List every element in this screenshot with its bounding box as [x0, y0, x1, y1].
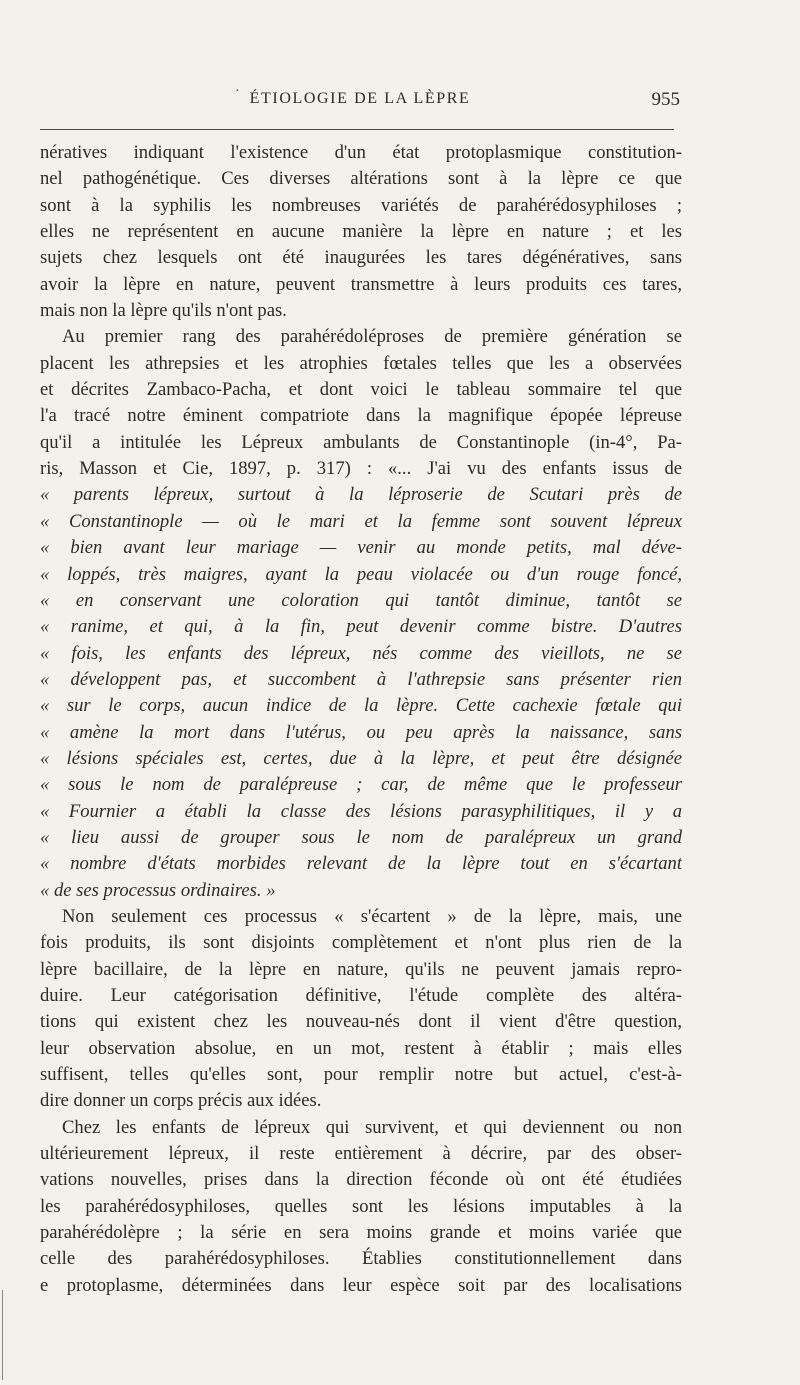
text-line: nératives indiquant l'existence d'un état protoplasmique constitution-	[40, 142, 682, 163]
text-line: les parahérédosyphiloses, quelles sont les lésions imputables à la	[40, 1195, 682, 1217]
page-number: 955	[651, 89, 680, 110]
quote-line: « Fournier a établi la classe des lésions parasyphilitiques, il y a	[40, 800, 682, 822]
text-line: mais non la lèpre qu'ils n'ont pas.	[40, 300, 287, 322]
quote-line: « fois, les enfants des lépreux, nés comme des vieillots, ne se	[40, 642, 682, 664]
text-line: leur observation absolue, en un mot, restent à établir ; mais elles	[40, 1037, 682, 1059]
running-title: ÉTIOLOGIE DE LA LÈPRE	[249, 90, 471, 107]
text-line: tions qui existent chez les nouveau-nés dont il vient d'être question,	[40, 1011, 682, 1033]
text-line: dire donner un corps précis aux idées.	[40, 1090, 322, 1112]
text-line: lèpre bacillaire, de la lèpre en nature, qu'ils ne peuvent jamais repro-	[40, 958, 682, 980]
text-line: Chez les enfants de lépreux qui survivent, et qui deviennent ou non	[62, 1116, 682, 1138]
text-line: l'a tracé notre éminent compatriote dans la magnifique épopée lépreuse	[40, 405, 682, 427]
text-line: qu'il a intitulée les Lépreux ambulants de Constantinople (in-4°, Pa-	[40, 431, 682, 453]
quote-line: « lieu aussi de grouper sous le nom de paralépreux un grand	[40, 826, 682, 848]
body-text	[40, 140, 682, 1299]
quote-line: « sur le corps, aucun indice de la lèpre. Cette cachexie fœtale qui	[40, 695, 682, 717]
quote-line: « parents lépreux, surtout à la léproserie de Scutari près de	[40, 484, 682, 506]
text-line: Au premier rang des parahérédoléproses de première génération se	[62, 326, 682, 348]
text-line: vations nouvelles, prises dans la direction féconde où ont été étudiées	[40, 1169, 682, 1191]
text-line: nel pathogénétique. Ces diverses altérations sont à la lèpre ce que	[40, 168, 682, 190]
text-line: sont à la syphilis les nombreuses variétés de parahérédosyphiloses ;	[40, 194, 682, 216]
text-line: Non seulement ces processus « s'écartent » de la lèpre, mais, une	[62, 905, 682, 927]
quote-line: « amène la mort dans l'utérus, ou peu après la naissance, sans	[40, 721, 682, 743]
quote-line: « de ses processus ordinaires. »	[40, 879, 276, 901]
text-line: placent les athrepsies et les atrophies fœtales telles que les a observées	[40, 352, 682, 374]
text-line: suffisent, telles qu'elles sont, pour remplir notre but actuel, c'est-à-	[40, 1064, 682, 1086]
text-line: avoir la lèpre en nature, peuvent transmettre à leurs produits ces tares,	[40, 273, 682, 295]
quote-line: « lésions spéciales est, certes, due à la lèpre, et peut être désignée	[40, 747, 682, 769]
text-line: e protoplasme, déterminées dans leur espèce soit par des localisations	[40, 1274, 682, 1296]
text-line: sujets chez lesquels ont été inaugurées les tares dégénératives, sans	[40, 247, 682, 269]
text-line: fois produits, ils sont disjoints complètement et n'ont plus rien de la	[40, 932, 682, 954]
text-line: et décrites Zambaco-Pacha, et dont voici le tableau sommaire tel que	[40, 379, 682, 401]
text-line: ultérieurement lépreux, il reste entièrement à décrire, par des obser-	[40, 1143, 682, 1165]
header-mark: ·	[235, 84, 240, 99]
text-line: parahérédolèpre ; la série en sera moins grande et moins variée que	[40, 1222, 682, 1244]
text-line: ris, Masson et Cie, 1897, p. 317) : «... J'ai vu des enfants issus de	[40, 458, 682, 480]
text-line: celle des parahérédosyphiloses. Établies constitutionnellement dans	[40, 1248, 682, 1270]
page-header	[40, 84, 680, 114]
quote-line: « développent pas, et succombent à l'athrepsie sans présenter rien	[40, 668, 682, 690]
header-rule	[40, 129, 674, 130]
quote-line: « nombre d'états morbides relevant de la lèpre tout en s'écartant	[40, 853, 682, 875]
quote-line: « en conservant une coloration qui tantôt diminue, tantôt se	[40, 589, 682, 611]
quote-line: « bien avant leur mariage — venir au monde petits, mal déve-	[40, 537, 682, 559]
quote-line: « loppés, très maigres, ayant la peau violacée ou d'un rouge foncé,	[40, 563, 682, 585]
page-edge-mark	[2, 1290, 3, 1380]
text-line: duire. Leur catégorisation définitive, l'étude complète des altéra-	[40, 985, 682, 1006]
quote-line: « ranime, et qui, à la fin, peut devenir comme bistre. D'autres	[40, 616, 682, 638]
quote-line: « sous le nom de paralépreuse ; car, de même que le professeur	[40, 774, 682, 796]
text-line: elles ne représentent en aucune manière la lèpre en nature ; et les	[40, 221, 682, 243]
quote-line: « Constantinople — où le mari et la femme sont souvent lépreux	[40, 510, 682, 532]
